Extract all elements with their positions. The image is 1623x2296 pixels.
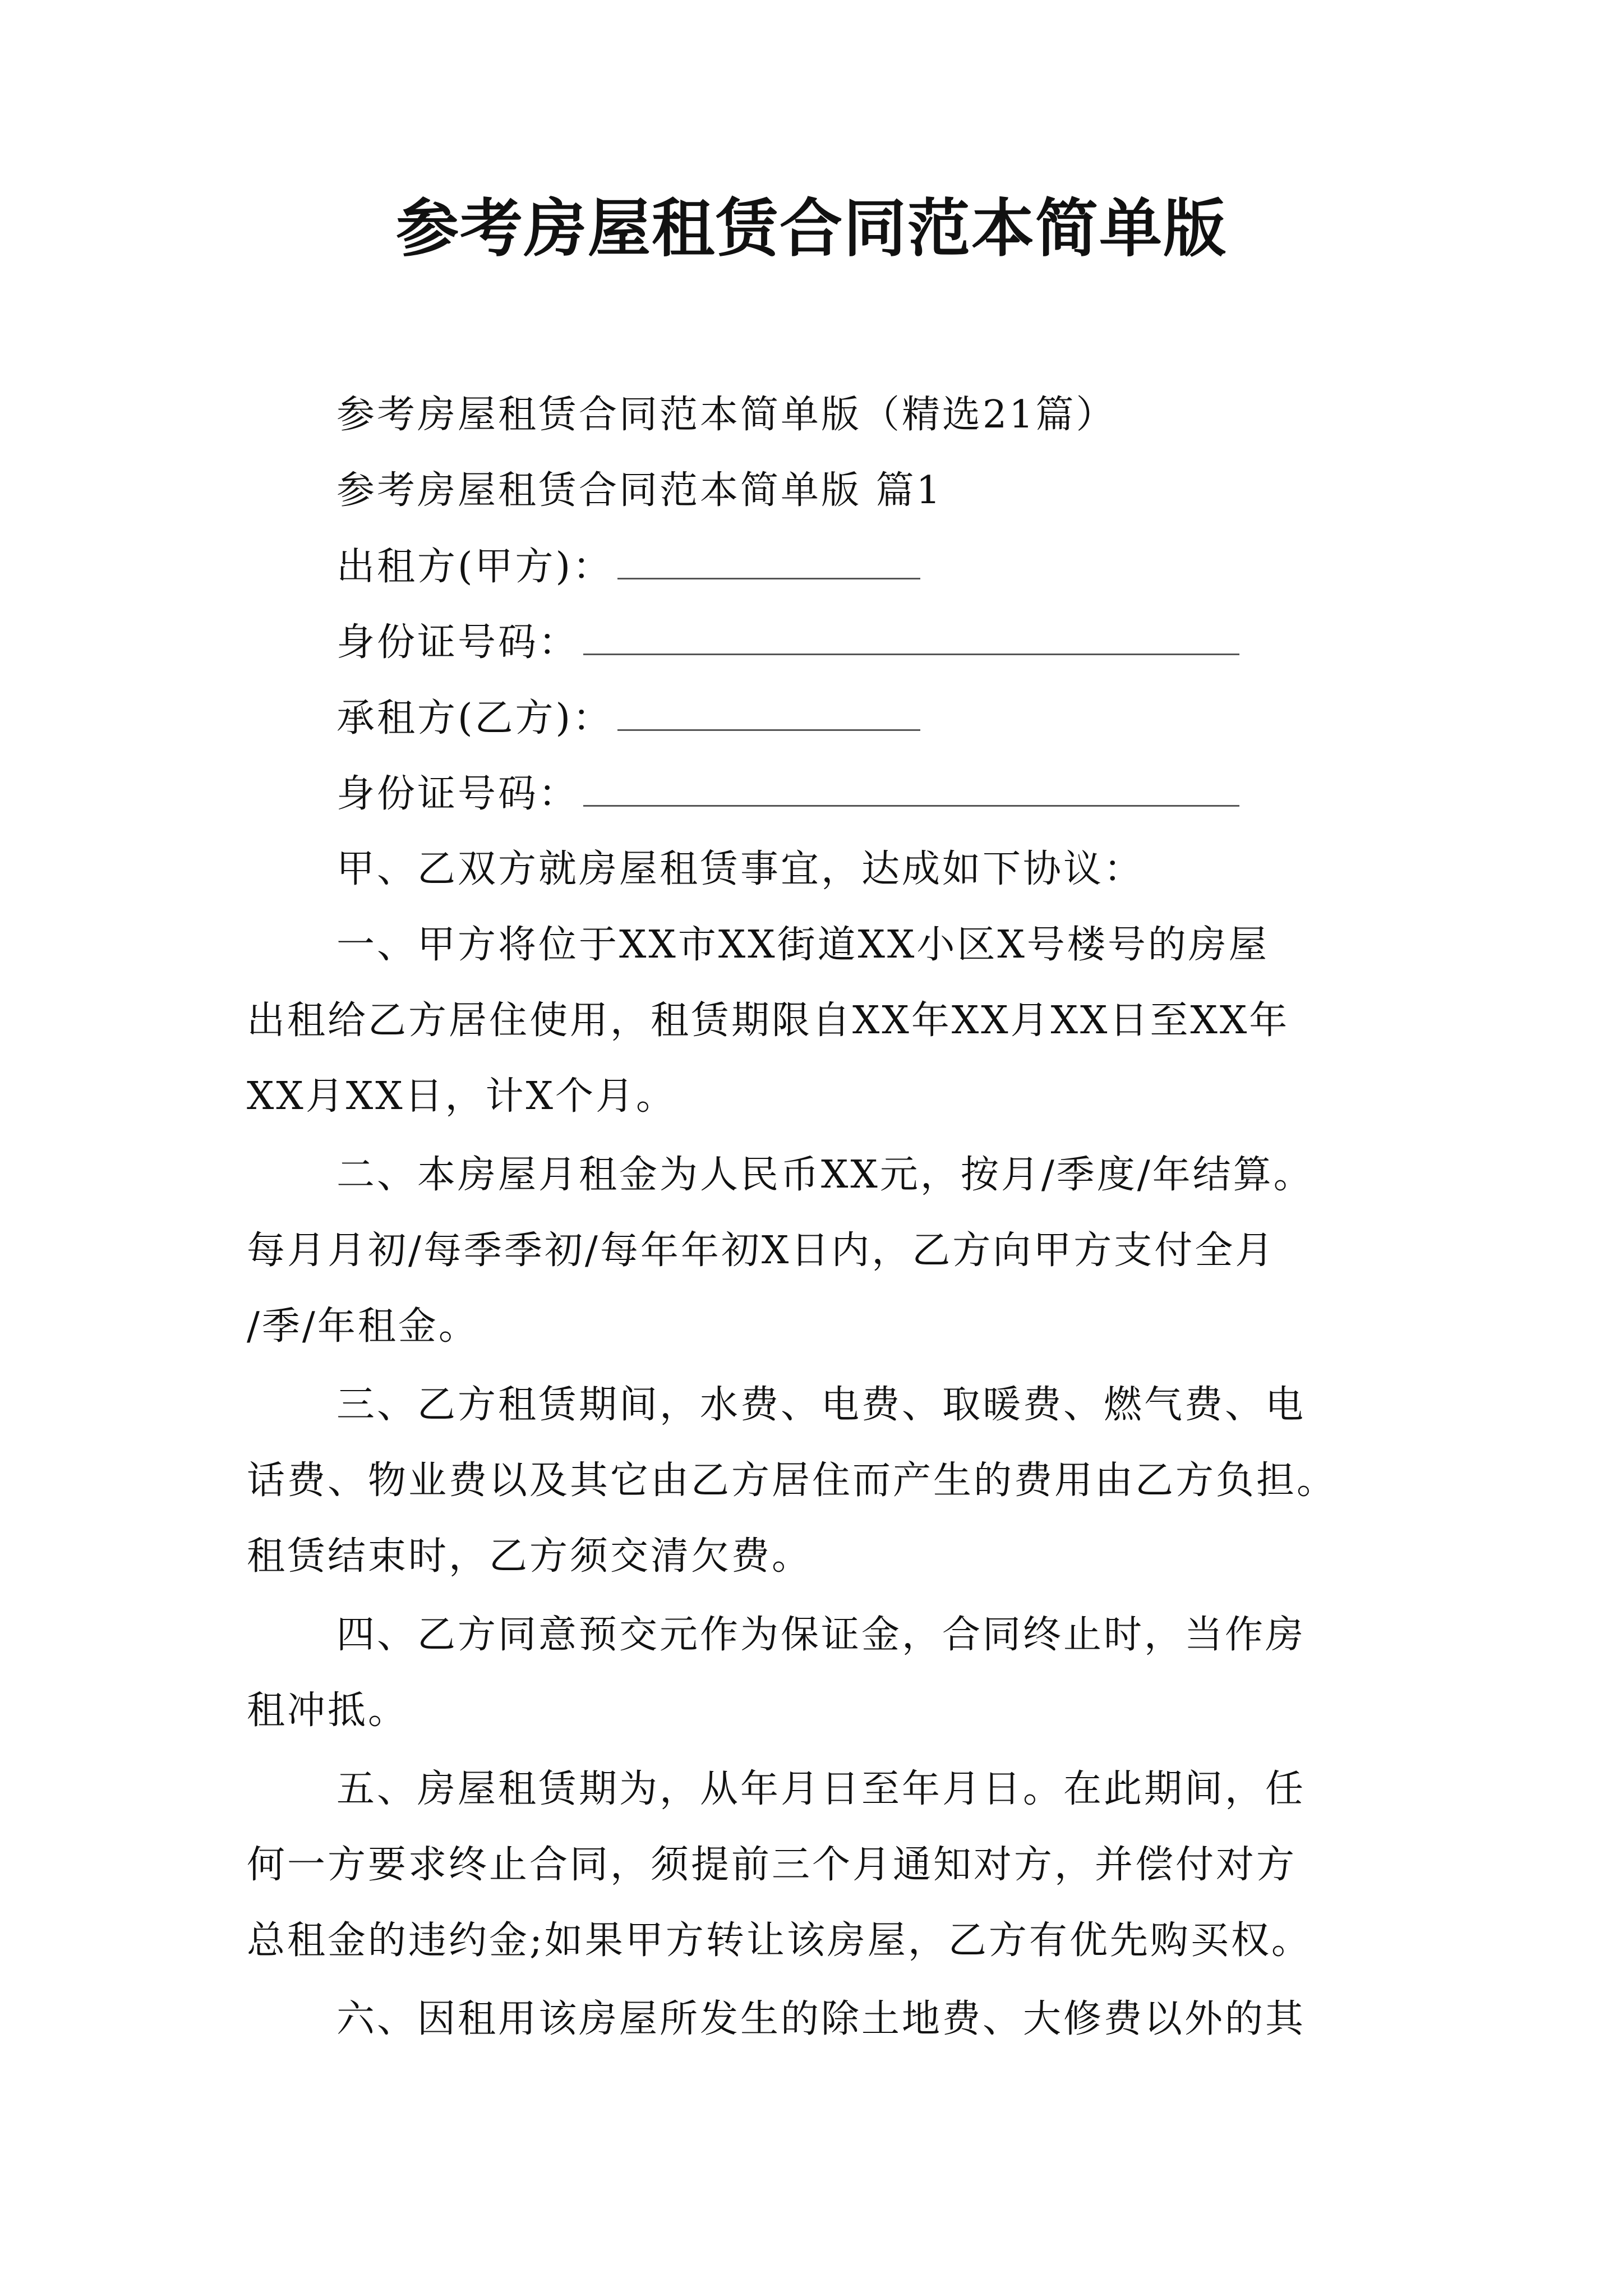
clause-4-line-1: 四、乙方同意预交元作为保证金，合同终止时，当作房	[336, 1613, 1306, 1657]
lessor-id-field	[336, 614, 1239, 671]
clause-3-line-2: 话费、物业费以及其它由乙方居住而产生的费用由乙方负担。	[247, 1458, 1338, 1503]
section-heading: 参考房屋租赁合同范本简单版 篇1	[336, 468, 943, 513]
clause-2-line-3: /季/年租金。	[247, 1304, 479, 1349]
lessor-id-blank-line	[583, 614, 1239, 655]
clause-1-line-2: 出租给乙方居住使用，租赁期限自XX年XX月XX日至XX年	[247, 999, 1290, 1043]
lessee-blank-line	[617, 690, 920, 731]
document-title: 参考房屋租赁合同范本简单版	[396, 192, 1227, 265]
clause-4-line-2: 租冲抵。	[247, 1688, 409, 1733]
lessee-id-label: 身份证号码：	[336, 772, 579, 816]
clause-5-line-2: 何一方要求终止合同，须提前三个月通知对方，并偿付对方	[247, 1843, 1297, 1887]
lessee-id-blank-line	[583, 766, 1239, 807]
lessee-field	[336, 690, 920, 747]
clause-1-line-1: 一、甲方将位于XX市XX街道XX小区X号楼号的房屋	[336, 923, 1269, 967]
clause-6-line-1: 六、因租用该房屋所发生的除土地费、大修费以外的其	[336, 1997, 1306, 2041]
lessor-id-label: 身份证号码：	[336, 620, 579, 665]
lessee-id-field	[336, 766, 1239, 822]
clause-2-line-2: 每月月初/每季季初/每年年初X日内，乙方向甲方支付全月	[247, 1228, 1276, 1273]
lessor-field	[336, 539, 920, 595]
clause-1-line-3: XX月XX日，计X个月。	[247, 1074, 677, 1119]
clause-5-line-1: 五、房屋租赁期为，从年月日至年月日。在此期间，任	[336, 1767, 1306, 1811]
agreement-intro: 甲、乙双方就房屋租赁事宜，达成如下协议：	[336, 847, 1145, 891]
lessor-label: 出租方(甲方)：	[336, 545, 614, 589]
clause-2-line-1: 二、本房屋月租金为人民币XX元，按月/季度/年结算。	[336, 1153, 1314, 1197]
clause-3-line-1: 三、乙方租赁期间，水费、电费、取暖费、燃气费、电	[336, 1383, 1306, 1427]
clause-3-line-3: 租赁结束时，乙方须交清欠费。	[247, 1534, 813, 1579]
clause-5-line-3: 总租金的违约金;如果甲方转让该房屋，乙方有优先购买权。	[247, 1918, 1312, 1963]
document-subtitle: 参考房屋租赁合同范本简单版（精选21篇）	[336, 393, 1117, 437]
lessor-blank-line	[617, 539, 920, 579]
lessee-label: 承租方(乙方)：	[336, 696, 614, 740]
